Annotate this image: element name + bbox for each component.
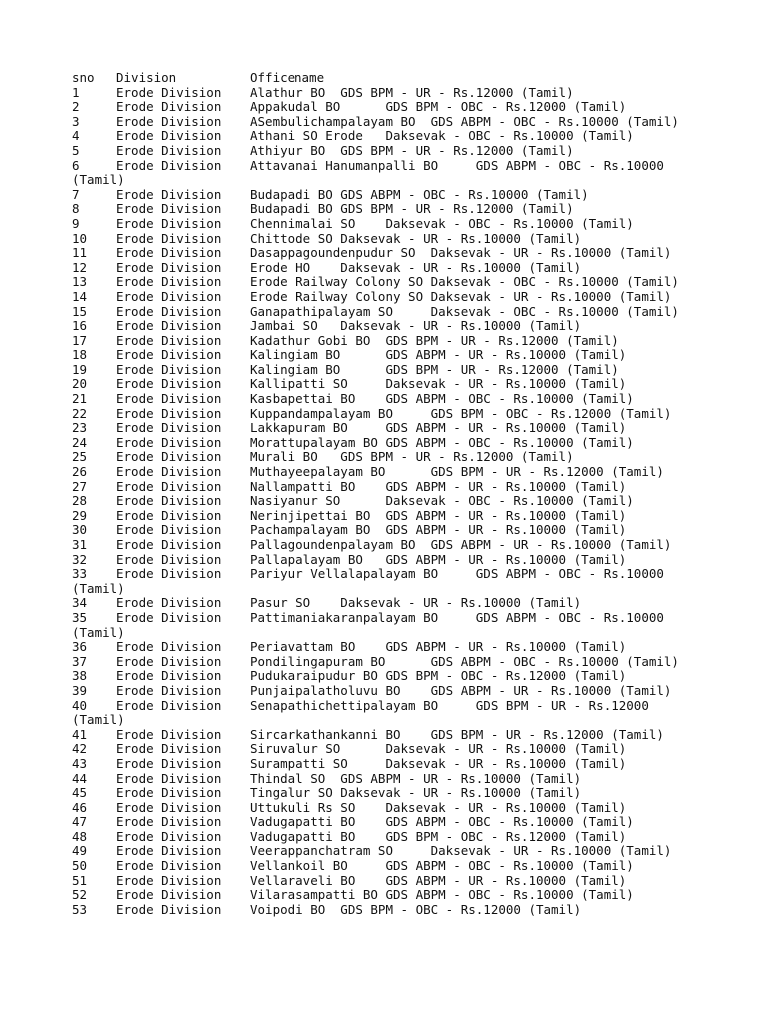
row-division: Erode Division — [116, 361, 222, 377]
row-details: Punjaipalatholuvu BO GDS ABPM - UR - Rs.10000 (Tamil) — [250, 682, 672, 698]
row-sno: 39 — [72, 682, 88, 698]
row-division: Erode Division — [116, 537, 222, 552]
table-row — [72, 858, 634, 874]
row-sno: 18 — [72, 347, 88, 363]
row-details: Erode Railway Colony SO Daksevak - OBC - Rs.10000 (Tamil) — [250, 274, 679, 290]
table-row — [72, 901, 582, 918]
table-row — [72, 887, 634, 903]
row-division: Erode Division — [116, 157, 222, 173]
row-details: Nerinjipettai BO GDS ABPM - UR - Rs.10000 (Tamil) — [250, 507, 627, 523]
table-row — [72, 639, 627, 655]
table-row — [72, 537, 672, 553]
row-details: Pariyur Vellalapalayam BO GDS ABPM - OBC - Rs.10000 — [250, 566, 664, 582]
row-division: Erode Division — [116, 858, 222, 874]
row-sno: 37 — [72, 653, 88, 669]
row-details: Morattupalayam BO GDS ABPM - OBC - Rs.10000 (Tamil) — [250, 434, 634, 450]
row-division: Erode Division — [116, 887, 222, 903]
row-division: Erode Division — [116, 230, 222, 246]
row-sno: 28 — [72, 493, 88, 509]
table-row — [72, 113, 679, 130]
table-row — [72, 215, 634, 232]
row-division: Erode Division — [116, 697, 222, 713]
row-sno: 53 — [72, 901, 88, 917]
row-division: Erode Division — [116, 142, 222, 158]
row-sno: 15 — [72, 303, 88, 319]
row-details: Vadugapatti BO GDS BPM - OBC - Rs.12000 (Tamil) — [250, 828, 627, 844]
row-sno: 27 — [72, 478, 88, 494]
row-division: Erode Division — [116, 493, 222, 509]
table-row — [72, 274, 679, 290]
table-row — [72, 682, 672, 699]
row-sno: 3 — [72, 113, 80, 129]
table-row — [72, 245, 672, 261]
row-sno: 29 — [72, 507, 88, 523]
row-details: Vellankoil BO GDS ABPM - OBC - Rs.10000 (Tamil) — [250, 858, 634, 874]
row-details: Nallampatti BO GDS ABPM - UR - Rs.10000 (Tamil) — [250, 478, 627, 494]
row-sno: 21 — [72, 391, 88, 407]
row-details: Budapadi BO GDS ABPM - OBC - Rs.10000 (Tamil) — [250, 186, 589, 202]
row-details: Kalingiam BO GDS ABPM - UR - Rs.10000 (Tamil) — [250, 347, 627, 363]
row-sno: 1 — [72, 84, 80, 100]
row-details: Nasiyanur SO Daksevak - OBC - Rs.10000 (Tamil) — [250, 493, 634, 509]
row-details: Thindal SO GDS ABPM - UR - Rs.10000 (Tamil) — [250, 770, 582, 786]
row-wrap-text: (Tamil) — [72, 712, 125, 728]
row-sno: 6 — [72, 157, 80, 173]
header-row — [72, 70, 325, 86]
row-division: Erode Division — [116, 799, 222, 815]
row-sno: 42 — [72, 741, 88, 757]
row-details: Budapadi BO GDS BPM - UR - Rs.12000 (Tamil) — [250, 201, 574, 217]
table-row — [72, 872, 627, 889]
table-row — [72, 799, 627, 816]
row-details: Attavanai Hanumanpalli BO GDS ABPM - OBC - Rs.10000 — [250, 157, 664, 173]
row-sno: 5 — [72, 142, 80, 158]
row-details: Siruvalur SO Daksevak - UR - Rs.10000 (Tamil) — [250, 741, 627, 757]
row-sno: 4 — [72, 128, 80, 144]
table-row — [72, 347, 627, 363]
row-details: Pallapalayam BO GDS ABPM - UR - Rs.10000 (Tamil) — [250, 551, 627, 567]
row-division: Erode Division — [116, 566, 222, 582]
table-row — [72, 186, 589, 203]
row-wrap-text: (Tamil) — [72, 580, 125, 596]
row-division: Erode Division — [116, 828, 222, 844]
row-sno: 9 — [72, 215, 80, 231]
table-row — [72, 405, 672, 422]
row-details: Pudukaraipudur BO GDS BPM - OBC - Rs.12000 (Tamil) — [250, 668, 627, 684]
table-row — [72, 464, 664, 480]
row-details: Vadugapatti BO GDS ABPM - OBC - Rs.10000 (Tamil) — [250, 814, 634, 830]
row-sno: 48 — [72, 828, 88, 844]
row-sno: 25 — [72, 449, 88, 465]
row-division: Erode Division — [116, 770, 222, 786]
table-row — [72, 814, 634, 830]
row-sno: 23 — [72, 420, 88, 436]
row-details: Muthayeepalayam BO GDS BPM - UR - Rs.12000 (Tamil) — [250, 464, 664, 480]
row-division: Erode Division — [116, 391, 222, 407]
row-sno: 10 — [72, 230, 88, 246]
header-sno: sno — [72, 70, 95, 85]
table-row — [72, 259, 582, 276]
row-details: Alathur BO GDS BPM - UR - Rs.12000 (Tamil) — [250, 84, 574, 100]
row-division: Erode Division — [116, 785, 222, 801]
row-details: Voipodi BO GDS BPM - OBC - Rs.12000 (Tamil) — [250, 901, 582, 917]
row-sno: 34 — [72, 595, 88, 611]
row-details: Pattimaniakaranpalayam BO GDS ABPM - OBC - Rs.10000 — [250, 609, 664, 625]
row-sno: 50 — [72, 858, 88, 874]
row-details: Jambai SO Daksevak - UR - Rs.10000 (Tamil) — [250, 318, 582, 334]
row-details: Pondilingapuram BO GDS ABPM - OBC - Rs.10000 (Tamil) — [250, 653, 679, 669]
row-division: Erode Division — [116, 113, 222, 129]
row-details: Kuppandampalayam BO GDS BPM - OBC - Rs.12000 (Tamil) — [250, 405, 672, 421]
row-details: ASembulichampalayam BO GDS ABPM - OBC - Rs.10000 (Tamil) — [250, 113, 679, 129]
row-division: Erode Division — [116, 274, 222, 290]
row-division: Erode Division — [116, 522, 222, 538]
row-wrap-line — [72, 580, 125, 597]
row-details: Sircarkathankanni BO GDS BPM - UR - Rs.12000 (Tamil) — [250, 726, 664, 742]
table-row — [72, 303, 679, 320]
row-division: Erode Division — [116, 405, 222, 421]
row-division: Erode Division — [116, 814, 222, 830]
table-row — [72, 493, 634, 509]
row-sno: 11 — [72, 245, 88, 261]
table-row — [72, 391, 634, 407]
row-details: Ganapathipalayam SO Daksevak - OBC - Rs.10000 (Tamil) — [250, 303, 679, 319]
table-row — [72, 420, 627, 436]
row-sno: 46 — [72, 799, 88, 815]
row-details: Lakkapuram BO GDS ABPM - UR - Rs.10000 (Tamil) — [250, 420, 627, 436]
row-division: Erode Division — [116, 755, 222, 771]
table-row — [72, 361, 619, 378]
row-sno: 8 — [72, 201, 80, 217]
row-division: Erode Division — [116, 186, 222, 202]
table-row — [72, 770, 582, 787]
row-details: Kallipatti SO Daksevak - UR - Rs.10000 (Tamil) — [250, 376, 627, 392]
row-sno: 31 — [72, 537, 88, 552]
table-row — [72, 697, 649, 714]
row-details: Chennimalai SO Daksevak - OBC - Rs.10000 (Tamil) — [250, 215, 634, 231]
row-details: Dasappagoundenpudur SO Daksevak - UR - Rs.10000 (Tamil) — [250, 245, 672, 261]
table-row — [72, 99, 627, 115]
row-sno: 24 — [72, 434, 88, 450]
table-row — [72, 157, 664, 174]
row-sno: 40 — [72, 697, 88, 713]
table-row — [72, 434, 634, 451]
table-row — [72, 288, 672, 305]
row-division: Erode Division — [116, 434, 222, 450]
row-sno: 43 — [72, 755, 88, 771]
row-sno: 44 — [72, 770, 88, 786]
row-details: Pasur SO Daksevak - UR - Rs.10000 (Tamil) — [250, 595, 582, 611]
row-details: Pallagoundenpalayam BO GDS ABPM - UR - Rs.10000 (Tamil) — [250, 537, 672, 552]
table-row — [72, 785, 582, 801]
row-division: Erode Division — [116, 507, 222, 523]
row-division: Erode Division — [116, 128, 222, 144]
row-details: Veerappanchatram SO Daksevak - UR - Rs.10000 (Tamil) — [250, 843, 672, 859]
header-division: Division — [116, 70, 177, 85]
row-sno: 51 — [72, 872, 88, 888]
table-row — [72, 755, 627, 772]
row-details: Erode Railway Colony SO Daksevak - UR - Rs.10000 (Tamil) — [250, 288, 672, 304]
row-division: Erode Division — [116, 215, 222, 231]
row-sno: 47 — [72, 814, 88, 830]
row-sno: 12 — [72, 259, 88, 275]
row-sno: 32 — [72, 551, 88, 567]
row-wrap-line — [72, 624, 125, 641]
table-row — [72, 609, 664, 626]
row-details: Erode HO Daksevak - UR - Rs.10000 (Tamil) — [250, 259, 582, 275]
header-office: Office — [250, 70, 296, 85]
table-row — [72, 478, 627, 495]
header-name: name — [294, 70, 325, 85]
row-division: Erode Division — [116, 668, 222, 684]
table-row — [72, 551, 627, 568]
row-details: Vilarasampatti BO GDS ABPM - OBC - Rs.10000 (Tamil) — [250, 887, 634, 903]
table-row — [72, 376, 627, 392]
table-row — [72, 566, 664, 582]
table-row — [72, 318, 582, 334]
row-division: Erode Division — [116, 464, 222, 480]
row-division: Erode Division — [116, 376, 222, 392]
row-wrap-line — [72, 172, 125, 188]
row-sno: 45 — [72, 785, 88, 801]
row-sno: 2 — [72, 99, 80, 115]
row-wrap-text: (Tamil) — [72, 172, 125, 188]
row-division: Erode Division — [116, 682, 222, 698]
row-division: Erode Division — [116, 332, 222, 348]
row-details: Uttukuli Rs SO Daksevak - UR - Rs.10000 (Tamil) — [250, 799, 627, 815]
rows-container — [72, 84, 679, 918]
table-row — [72, 230, 582, 247]
row-details: Chittode SO Daksevak - UR - Rs.10000 (Tamil) — [250, 230, 582, 246]
row-sno: 49 — [72, 843, 88, 859]
row-sno: 33 — [72, 566, 88, 582]
row-division: Erode Division — [116, 741, 222, 757]
row-division: Erode Division — [116, 595, 222, 611]
row-division: Erode Division — [116, 259, 222, 275]
table-row — [72, 128, 634, 144]
row-sno: 22 — [72, 405, 88, 421]
table-row — [72, 668, 627, 684]
table-row — [72, 84, 574, 101]
table-row — [72, 653, 679, 670]
row-details: Athani SO Erode Daksevak - OBC - Rs.10000 (Tamil) — [250, 128, 634, 144]
row-sno: 41 — [72, 726, 88, 742]
row-division: Erode Division — [116, 653, 222, 669]
table-row — [72, 522, 627, 538]
row-details: Kasbapettai BO GDS ABPM - OBC - Rs.10000 (Tamil) — [250, 391, 634, 407]
row-sno: 36 — [72, 639, 88, 655]
row-division: Erode Division — [116, 201, 222, 217]
row-division: Erode Division — [116, 551, 222, 567]
row-details: Vellaraveli BO GDS ABPM - UR - Rs.10000 (Tamil) — [250, 872, 627, 888]
row-division: Erode Division — [116, 726, 222, 742]
row-details: Periavattam BO GDS ABPM - UR - Rs.10000 (Tamil) — [250, 639, 627, 655]
row-division: Erode Division — [116, 99, 222, 115]
row-sno: 35 — [72, 609, 88, 625]
row-division: Erode Division — [116, 288, 222, 304]
table-row — [72, 142, 574, 159]
table-row — [72, 828, 627, 845]
row-details: Murali BO GDS BPM - UR - Rs.12000 (Tamil) — [250, 449, 574, 465]
row-details: Kalingiam BO GDS BPM - UR - Rs.12000 (Tamil) — [250, 361, 619, 377]
table-row — [72, 507, 627, 524]
row-division: Erode Division — [116, 420, 222, 436]
table-row — [72, 595, 582, 611]
row-sno: 38 — [72, 668, 88, 684]
row-sno: 19 — [72, 361, 88, 377]
row-division: Erode Division — [116, 639, 222, 655]
row-details: Athiyur BO GDS BPM - UR - Rs.12000 (Tamil) — [250, 142, 574, 158]
row-sno: 13 — [72, 274, 88, 290]
row-details: Surampatti SO Daksevak - UR - Rs.10000 (Tamil) — [250, 755, 627, 771]
row-division: Erode Division — [116, 303, 222, 319]
row-sno: 26 — [72, 464, 88, 480]
row-details: Senapathichettipalayam BO GDS BPM - UR - Rs.12000 — [250, 697, 649, 713]
table-row — [72, 843, 672, 859]
table-row — [72, 449, 574, 465]
recruitment-list — [72, 70, 679, 917]
row-sno: 14 — [72, 288, 88, 304]
row-sno: 20 — [72, 376, 88, 392]
table-row — [72, 201, 574, 217]
row-division: Erode Division — [116, 449, 222, 465]
row-details: Appakudal BO GDS BPM - OBC - Rs.12000 (Tamil) — [250, 99, 627, 115]
row-sno: 30 — [72, 522, 88, 538]
row-sno: 16 — [72, 318, 88, 334]
row-division: Erode Division — [116, 609, 222, 625]
row-sno: 52 — [72, 887, 88, 903]
row-division: Erode Division — [116, 347, 222, 363]
row-sno: 17 — [72, 332, 88, 348]
table-row — [72, 332, 619, 349]
row-division: Erode Division — [116, 318, 222, 334]
row-division: Erode Division — [116, 901, 222, 917]
row-division: Erode Division — [116, 245, 222, 261]
table-row — [72, 741, 627, 757]
row-wrap-text: (Tamil) — [72, 624, 125, 640]
row-wrap-line — [72, 712, 125, 728]
row-division: Erode Division — [116, 872, 222, 888]
row-details: Kadathur Gobi BO GDS BPM - UR - Rs.12000 (Tamil) — [250, 332, 619, 348]
row-division: Erode Division — [116, 84, 222, 100]
row-division: Erode Division — [116, 478, 222, 494]
row-details: Pachampalayam BO GDS ABPM - UR - Rs.10000 (Tamil) — [250, 522, 627, 538]
row-sno: 7 — [72, 186, 80, 202]
row-division: Erode Division — [116, 843, 222, 859]
table-row — [72, 726, 664, 743]
row-details: Tingalur SO Daksevak - UR - Rs.10000 (Tamil) — [250, 785, 582, 801]
